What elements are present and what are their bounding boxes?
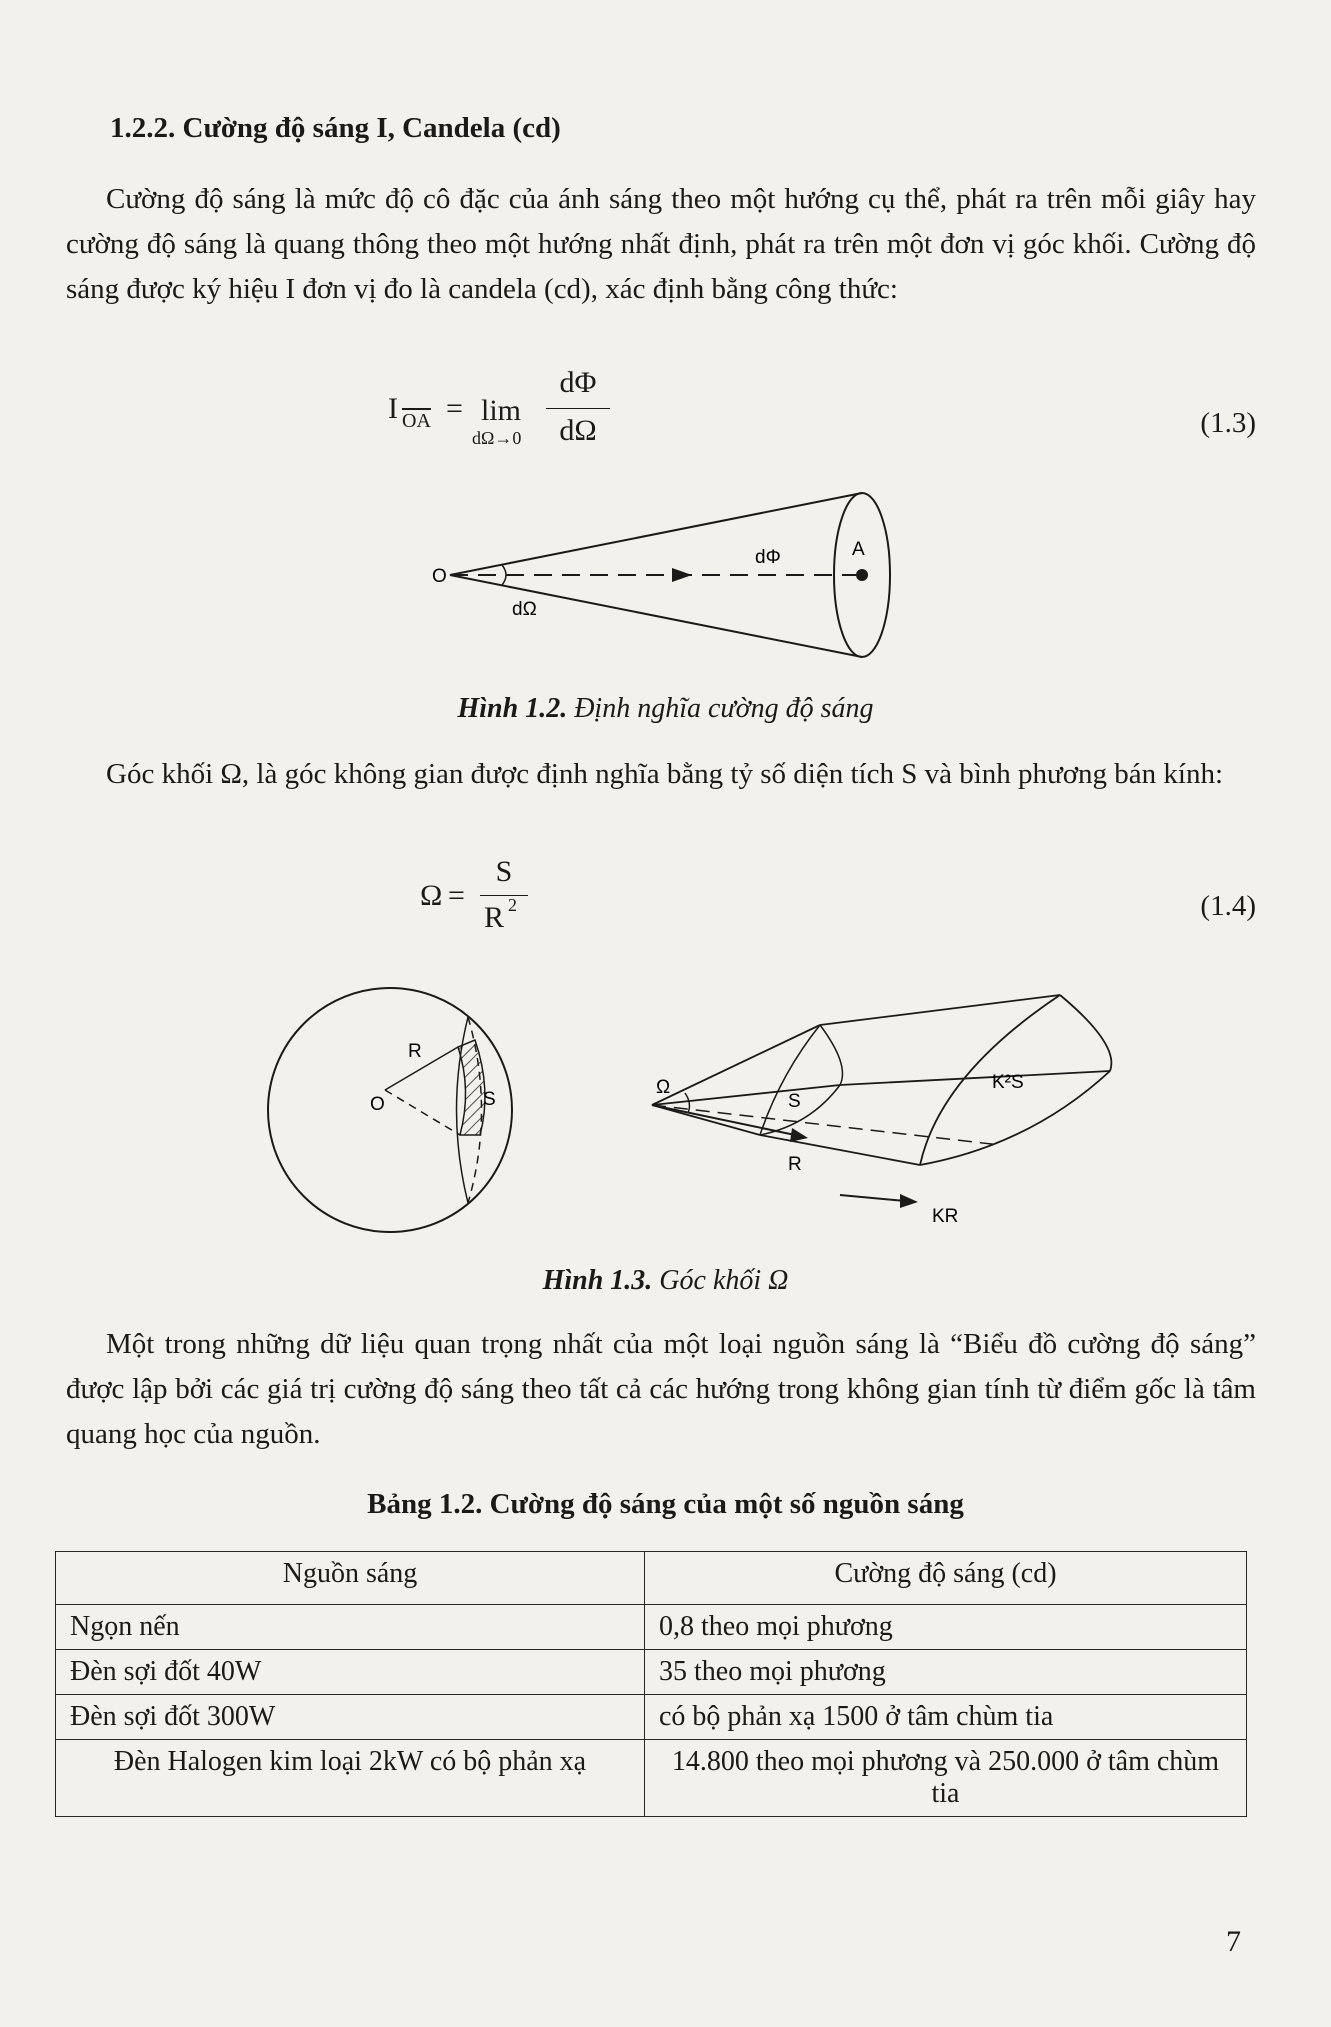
vector-r-arrow xyxy=(790,1128,808,1142)
caption-figure-1-3-text: Góc khối Ω xyxy=(652,1265,789,1296)
page-number: 7 xyxy=(1226,1925,1241,1958)
figure-1-2-cone-diagram xyxy=(420,475,900,675)
far-face-curve-top xyxy=(1060,995,1111,1071)
table-row xyxy=(56,1650,1247,1695)
table-cell-source: Đèn Halogen kim loại 2kW có bộ phản xạ xyxy=(56,1740,645,1817)
formula-fraction-bar xyxy=(546,408,610,409)
radius-line-lower xyxy=(385,1090,460,1135)
pyramid-label-s: S xyxy=(788,1091,801,1112)
table-cell-intensity: 14.800 theo mọi phương và 250.000 ở tâm chùm tia xyxy=(645,1740,1247,1817)
pyramid-label-k2s: K²S xyxy=(992,1072,1024,1093)
point-a xyxy=(856,569,868,581)
paragraph-intensity-diagram: Một trong những dữ liệu quan trọng nhất của một loại nguồn sáng là “Biểu đồ cường độ sáng” được lập bởi các giá trị cường độ sáng theo tất cả các hướng trong không gian tính từ điểm gốc là tâm quang học của nguồn. xyxy=(66,1328,1256,1450)
caption-figure-1-2 xyxy=(0,693,1331,725)
paragraph-solid-angle: Góc khối Ω, là góc không gian được định nghĩa bằng tỷ số diện tích S và bình phương bán kính: xyxy=(106,758,1224,790)
formula-1-3 xyxy=(388,366,618,462)
formula-1-4-denominator: R xyxy=(484,901,505,934)
equation-number-1-4: (1.4) xyxy=(1200,890,1256,922)
solid-angle-arc xyxy=(502,565,506,585)
table-cell-intensity: 35 theo mọi phương xyxy=(645,1650,1247,1695)
cone-upper-edge xyxy=(450,493,862,575)
caption-figure-1-2-number: Hình 1.2. xyxy=(457,693,568,724)
vector-r xyxy=(652,1105,795,1135)
caption-figure-1-2-text: Định nghĩa cường độ sáng xyxy=(567,693,874,724)
pyramid-edge-mid xyxy=(652,1085,840,1105)
omega-arc xyxy=(685,1093,689,1113)
pyramid-label-omega: Ω xyxy=(656,1077,671,1098)
table-header-source: Nguồn sáng xyxy=(56,1552,645,1605)
spherical-cap-s xyxy=(458,1040,485,1135)
table-cell-intensity: có bộ phản xạ 1500 ở tâm chùm tia xyxy=(645,1695,1247,1740)
table-row xyxy=(56,1605,1247,1650)
figure-1-3-solid-angle-diagram xyxy=(240,985,1120,1245)
pyramid-label-kr: KR xyxy=(932,1206,959,1227)
table-cell-source: Ngọn nến xyxy=(56,1605,645,1650)
arrow-head xyxy=(672,568,692,582)
table-cell-source: Đèn sợi đốt 300W xyxy=(56,1695,645,1740)
section-heading: 1.2.2. Cường độ sáng I, Candela (cd) xyxy=(110,112,561,144)
label-a: A xyxy=(852,539,865,560)
formula-1-4-fraction-bar xyxy=(480,895,528,896)
formula-1-4-equals: = xyxy=(448,879,465,912)
pyramid-edge-bottom-far xyxy=(760,1135,920,1165)
table-row xyxy=(56,1695,1247,1740)
pyramid-dashed-line xyxy=(652,1105,1000,1145)
formula-1-4 xyxy=(420,855,540,945)
table-header-row xyxy=(56,1552,1247,1605)
paragraph-luminous-intensity: Cường độ sáng là mức độ cô đặc của ánh sáng theo một hướng cụ thể, phát ra trên mỗi giây hay cường độ sáng là quang thông theo một hướng nhất định, phát ra trên một đơn vị góc khối. Cường độ sáng được ký hiệu I đơn vị đo là candela (cd), xác định bằng công thức: xyxy=(66,183,1256,305)
label-domega: dΩ xyxy=(512,599,537,620)
formula-lhs-i: I xyxy=(388,392,398,425)
label-dphi: dΦ xyxy=(755,547,781,568)
sphere-label-s: S xyxy=(483,1089,496,1110)
formula-equals: = xyxy=(446,392,463,425)
light-source-intensity-table xyxy=(55,1551,1247,1817)
formula-omega: Ω xyxy=(420,879,443,912)
formula-1-4-exponent: 2 xyxy=(508,895,517,915)
near-face-curve-top xyxy=(820,1025,843,1085)
table-cell-source: Đèn sợi đốt 40W xyxy=(56,1650,645,1695)
formula-1-4-numerator: S xyxy=(495,855,513,888)
caption-figure-1-3 xyxy=(0,1265,1331,1297)
pyramid-label-r: R xyxy=(788,1154,802,1175)
label-o: O xyxy=(432,566,447,587)
sphere-label-o: O xyxy=(370,1094,385,1115)
table-title: Bảng 1.2. Cường độ sáng của một số nguồn sáng xyxy=(367,1488,964,1520)
caption-figure-1-3-number: Hình 1.3. xyxy=(542,1265,653,1296)
vector-kr xyxy=(840,1195,905,1201)
equation-number-1-3: (1.3) xyxy=(1200,407,1256,439)
formula-lim: lim xyxy=(481,394,522,427)
sphere-label-r: R xyxy=(408,1041,422,1062)
vector-kr-arrow xyxy=(900,1194,918,1208)
formula-denominator: dΩ xyxy=(559,414,597,447)
table-header-intensity: Cường độ sáng (cd) xyxy=(645,1552,1247,1605)
table-row xyxy=(56,1740,1247,1817)
pyramid-edge-bottom xyxy=(652,1105,760,1135)
pyramid-edge-mid-far xyxy=(840,1071,1110,1085)
table-cell-intensity: 0,8 theo mọi phương xyxy=(645,1605,1247,1650)
formula-lim-subscript: dΩ→0 xyxy=(472,428,522,448)
formula-lhs-subscript: $\overline{OA}$ xyxy=(402,410,431,432)
formula-numerator: dΦ xyxy=(559,366,597,399)
